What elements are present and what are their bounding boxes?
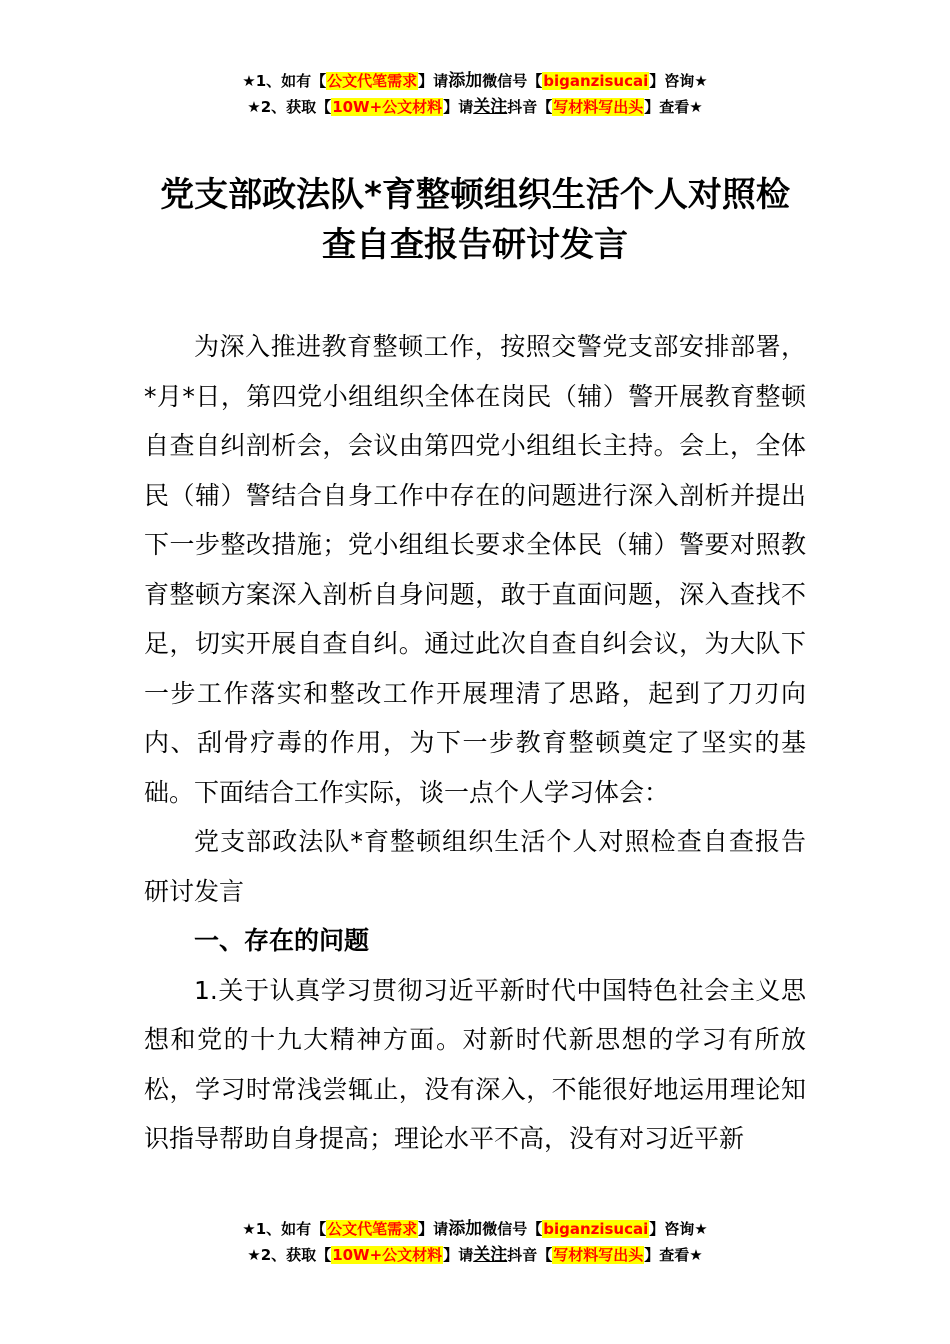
banner-text: ★2、获取【 xyxy=(247,98,332,116)
banner-highlight: 写材料写出头 xyxy=(553,98,644,116)
banner-text: 抖音【 xyxy=(507,98,553,116)
banner-highlight: biganzisucai xyxy=(543,1220,649,1238)
banner-emphasis: 添加 xyxy=(448,71,483,91)
banner-text: 】查看★ xyxy=(644,98,703,116)
banner-text: ★1、如有【 xyxy=(242,72,327,90)
document-body xyxy=(144,322,806,1164)
banner-text: 抖音【 xyxy=(507,1246,553,1264)
banner-highlight: 公文代笔需求 xyxy=(327,72,418,90)
banner-line-1 xyxy=(0,68,950,94)
paragraph-intro: 为深入推进教育整顿工作，按照交警党支部安排部署，*月*日，第四党小组组织全体在岗民（辅）警开展教育整顿自查自纠剖析会，会议由第四党小组组长主持。会上，全体民（辅）警结合自身工作中存在的问题进行深入剖析并提出下一步整改措施；党小组组长要求全体民（辅）警要对照教育整顿方案深入剖析自身问题，敢于直面问题，深入查找不足，切实开展自查自纠。通过此次自查自纠会议，为大队下一步工作落实和整改工作开展理清了思路，起到了刀刃向内、刮骨疗毒的作用，为下一步教育整顿奠定了坚实的基础。下面结合工作实际，谈一点个人学习体会： xyxy=(144,332,806,807)
banner-highlight: 写材料写出头 xyxy=(553,1246,644,1264)
header-banner xyxy=(0,68,950,120)
banner-text: 微信号【 xyxy=(482,1220,543,1238)
banner-line-1 xyxy=(0,1216,950,1242)
banner-text: 】请 xyxy=(418,72,449,90)
banner-emphasis: 关注 xyxy=(473,1245,508,1265)
banner-line-2 xyxy=(0,1242,950,1268)
section-heading: 一、存在的问题 xyxy=(194,926,370,955)
banner-text: 】请 xyxy=(443,1246,474,1264)
banner-highlight: 公文代笔需求 xyxy=(327,1220,418,1238)
banner-text: 】咨询★ xyxy=(649,72,708,90)
banner-highlight: 10W+公文材料 xyxy=(332,98,443,116)
banner-text: 微信号【 xyxy=(482,72,543,90)
banner-text: 】咨询★ xyxy=(649,1220,708,1238)
banner-text: 】请 xyxy=(443,98,474,116)
title-line-2: 查自查报告研讨发言 xyxy=(322,225,628,265)
paragraph-item-1: 1.关于认真学习贯彻习近平新时代中国特色社会主义思想和党的十九大精神方面。对新时代新思想的学习有所放松，学习时常浅尝辄止，没有深入，不能很好地运用理论知识指导帮助自身提高；理论水平不高，没有对习近平新 xyxy=(144,975,806,1153)
banner-text: ★2、获取【 xyxy=(247,1246,332,1264)
banner-text: 】请 xyxy=(418,1220,449,1238)
paragraph-subtitle: 党支部政法队*育整顿组织生活个人对照检查自查报告研讨发言 xyxy=(144,827,806,906)
banner-emphasis: 关注 xyxy=(473,97,508,117)
footer-banner xyxy=(0,1216,950,1268)
banner-highlight: 10W+公文材料 xyxy=(332,1246,443,1264)
title-line-1: 党支部政法队*育整顿组织生活个人对照检 xyxy=(160,175,790,215)
document-title xyxy=(0,170,950,270)
banner-text: 】查看★ xyxy=(644,1246,703,1264)
banner-line-2 xyxy=(0,94,950,120)
banner-highlight: biganzisucai xyxy=(543,72,649,90)
banner-emphasis: 添加 xyxy=(448,1219,483,1239)
banner-text: ★1、如有【 xyxy=(242,1220,327,1238)
